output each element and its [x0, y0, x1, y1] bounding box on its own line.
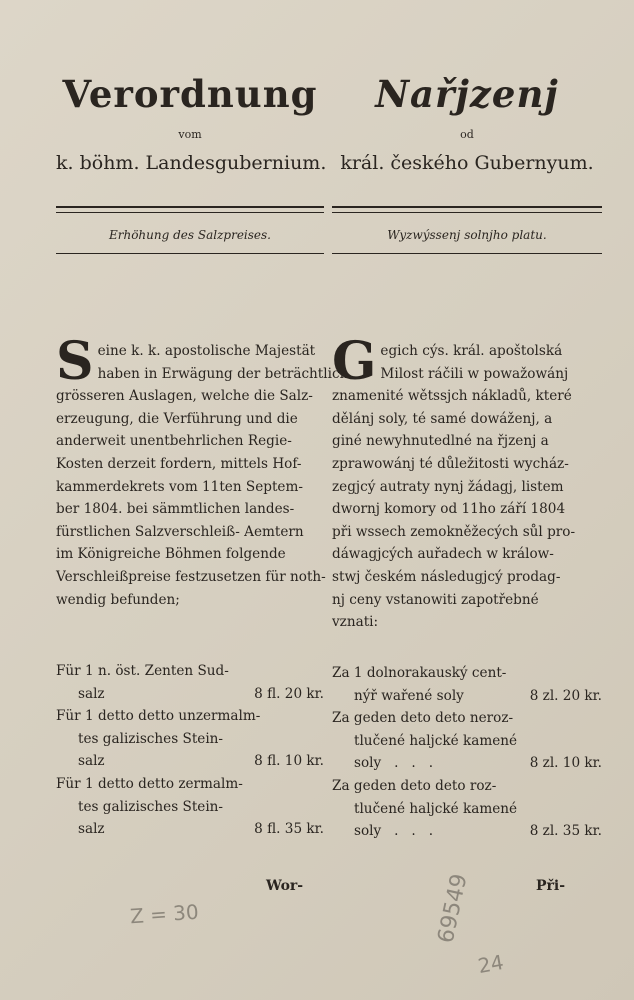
price-value: 8 zl. 35 kr. — [529, 823, 602, 840]
price-label: soly . . . — [354, 755, 434, 772]
german-line: kammerdekrets vom 11ten Septem- — [56, 478, 303, 495]
czech-line: vznati: — [332, 614, 379, 631]
german-body — [56, 331, 349, 611]
german-sub: vom — [178, 128, 202, 141]
price-label: tlučené haljcké kamené — [354, 800, 518, 817]
price-label: salz — [78, 821, 105, 838]
czech-catchword: Při- — [536, 878, 566, 894]
german-catchword: Wor- — [266, 878, 304, 894]
german-line: ber 1804. bei sämmtlichen landes- — [56, 501, 295, 518]
pencil-note-right: 69549 — [433, 871, 473, 946]
czech-body — [332, 331, 602, 634]
czech-price-list — [332, 662, 602, 843]
german-line: eine k. k. apostolische Majestät — [97, 343, 316, 359]
price-label: salz — [78, 685, 105, 702]
german-price-item — [56, 773, 324, 841]
price-label: Für 1 detto detto unzermalm- — [56, 708, 261, 725]
czech-rule-top2 — [332, 212, 602, 213]
price-label: Für 1 detto detto zermalm- — [56, 775, 243, 792]
czech-title: Nařjzenj — [375, 72, 559, 116]
german-line: anderweit unentbehrlichen Regie- — [56, 433, 292, 450]
price-value: 8 zl. 20 kr. — [529, 687, 602, 704]
german-rule-top2 — [56, 212, 324, 213]
price-label: soly . . . — [354, 823, 434, 840]
german-rule-bottom — [56, 253, 324, 254]
price-value: 8 fl. 35 kr. — [254, 821, 324, 838]
price-label: Za geden deto deto roz- — [332, 777, 497, 794]
german-title: Verordnung — [62, 72, 318, 116]
czech-sub: od — [460, 128, 474, 141]
czech-authority: král. českého Gubernyum. — [340, 152, 594, 174]
pencil-note-left: Z = 30 — [129, 899, 200, 929]
price-row — [56, 683, 324, 706]
czech-line: dwornj komory od 11ho září 1804 — [332, 501, 566, 518]
price-value: 8 fl. 10 kr. — [254, 753, 324, 770]
czech-line: znamenité wětssjch nákladů, které — [332, 388, 572, 405]
price-label: tes galizisches Stein- — [78, 730, 224, 747]
czech-line: nj ceny vstanowiti zapotřebné — [332, 591, 539, 608]
german-line: erzeugung, die Verführung und die — [56, 410, 298, 427]
czech-price-item — [332, 775, 602, 843]
german-line: fürstlichen Salzverschleiß- Aemtern — [56, 523, 304, 540]
german-line: Verschleißpreise festzusetzen für noth- — [56, 568, 326, 585]
czech-rule-top — [332, 206, 602, 208]
price-row — [332, 685, 602, 708]
price-value: 8 fl. 20 kr. — [254, 685, 324, 702]
czech-rule-bottom — [332, 253, 602, 254]
czech-line: zegjcý autraty nynj žádagj, listem — [332, 478, 564, 495]
price-label: Für 1 n. öst. Zenten Sud- — [56, 663, 229, 679]
czech-line: Milost ráčili w powažowánj — [380, 365, 569, 382]
german-authority: k. böhm. Landesgubernium. — [56, 152, 327, 174]
price-row — [56, 750, 324, 773]
german-rule-top — [56, 206, 324, 208]
german-price-list — [56, 660, 324, 841]
czech-line: giné newyhnutedlné na řjzenj a — [332, 433, 549, 450]
czech-price-item — [332, 707, 602, 775]
price-label: Za geden deto deto neroz- — [332, 710, 514, 727]
german-dropcap: S — [56, 331, 94, 392]
price-row — [332, 752, 602, 775]
german-line: grösseren Auslagen, welche die Salz- — [56, 388, 313, 405]
german-price-item — [56, 660, 324, 705]
czech-line: egich cýs. král. apoštolská — [380, 343, 563, 359]
german-line: Kosten derzeit fordern, mittels Hof- — [56, 455, 302, 472]
price-row — [332, 820, 602, 843]
german-topic: Erhöhung des Salzpreises. — [108, 228, 271, 242]
price-label: nýř wařené soly — [354, 687, 464, 704]
price-label: tlučené haljcké kamené — [354, 732, 518, 749]
german-line: haben in Erwägung der beträchtlich — [97, 365, 349, 382]
price-row — [56, 818, 324, 841]
pencil-note-right2: 24 — [476, 949, 506, 979]
price-value: 8 zl. 10 kr. — [529, 755, 602, 772]
czech-line: dáwagjcých auřadech w králow- — [332, 546, 554, 563]
czech-dropcap: G — [332, 331, 377, 392]
price-label: salz — [78, 753, 105, 770]
czech-line: dělánj soly, té samé dowáženj, a — [332, 410, 553, 427]
price-label: Za 1 dolnorakauský cent- — [332, 665, 507, 681]
german-line: wendig befunden; — [56, 591, 180, 608]
czech-price-item — [332, 662, 602, 707]
german-line: im Königreiche Böhmen folgende — [56, 546, 286, 563]
czech-topic: Wyzwýssenj solnjho platu. — [387, 228, 547, 242]
german-price-item — [56, 705, 324, 773]
czech-line: zprawowánj té důležitosti wycház- — [332, 455, 569, 472]
czech-line: při wssech zemokněžecých sůl pro- — [332, 523, 576, 540]
czech-line: stwj českém následugjcý prodag- — [332, 568, 561, 585]
price-label: tes galizisches Stein- — [78, 798, 224, 815]
